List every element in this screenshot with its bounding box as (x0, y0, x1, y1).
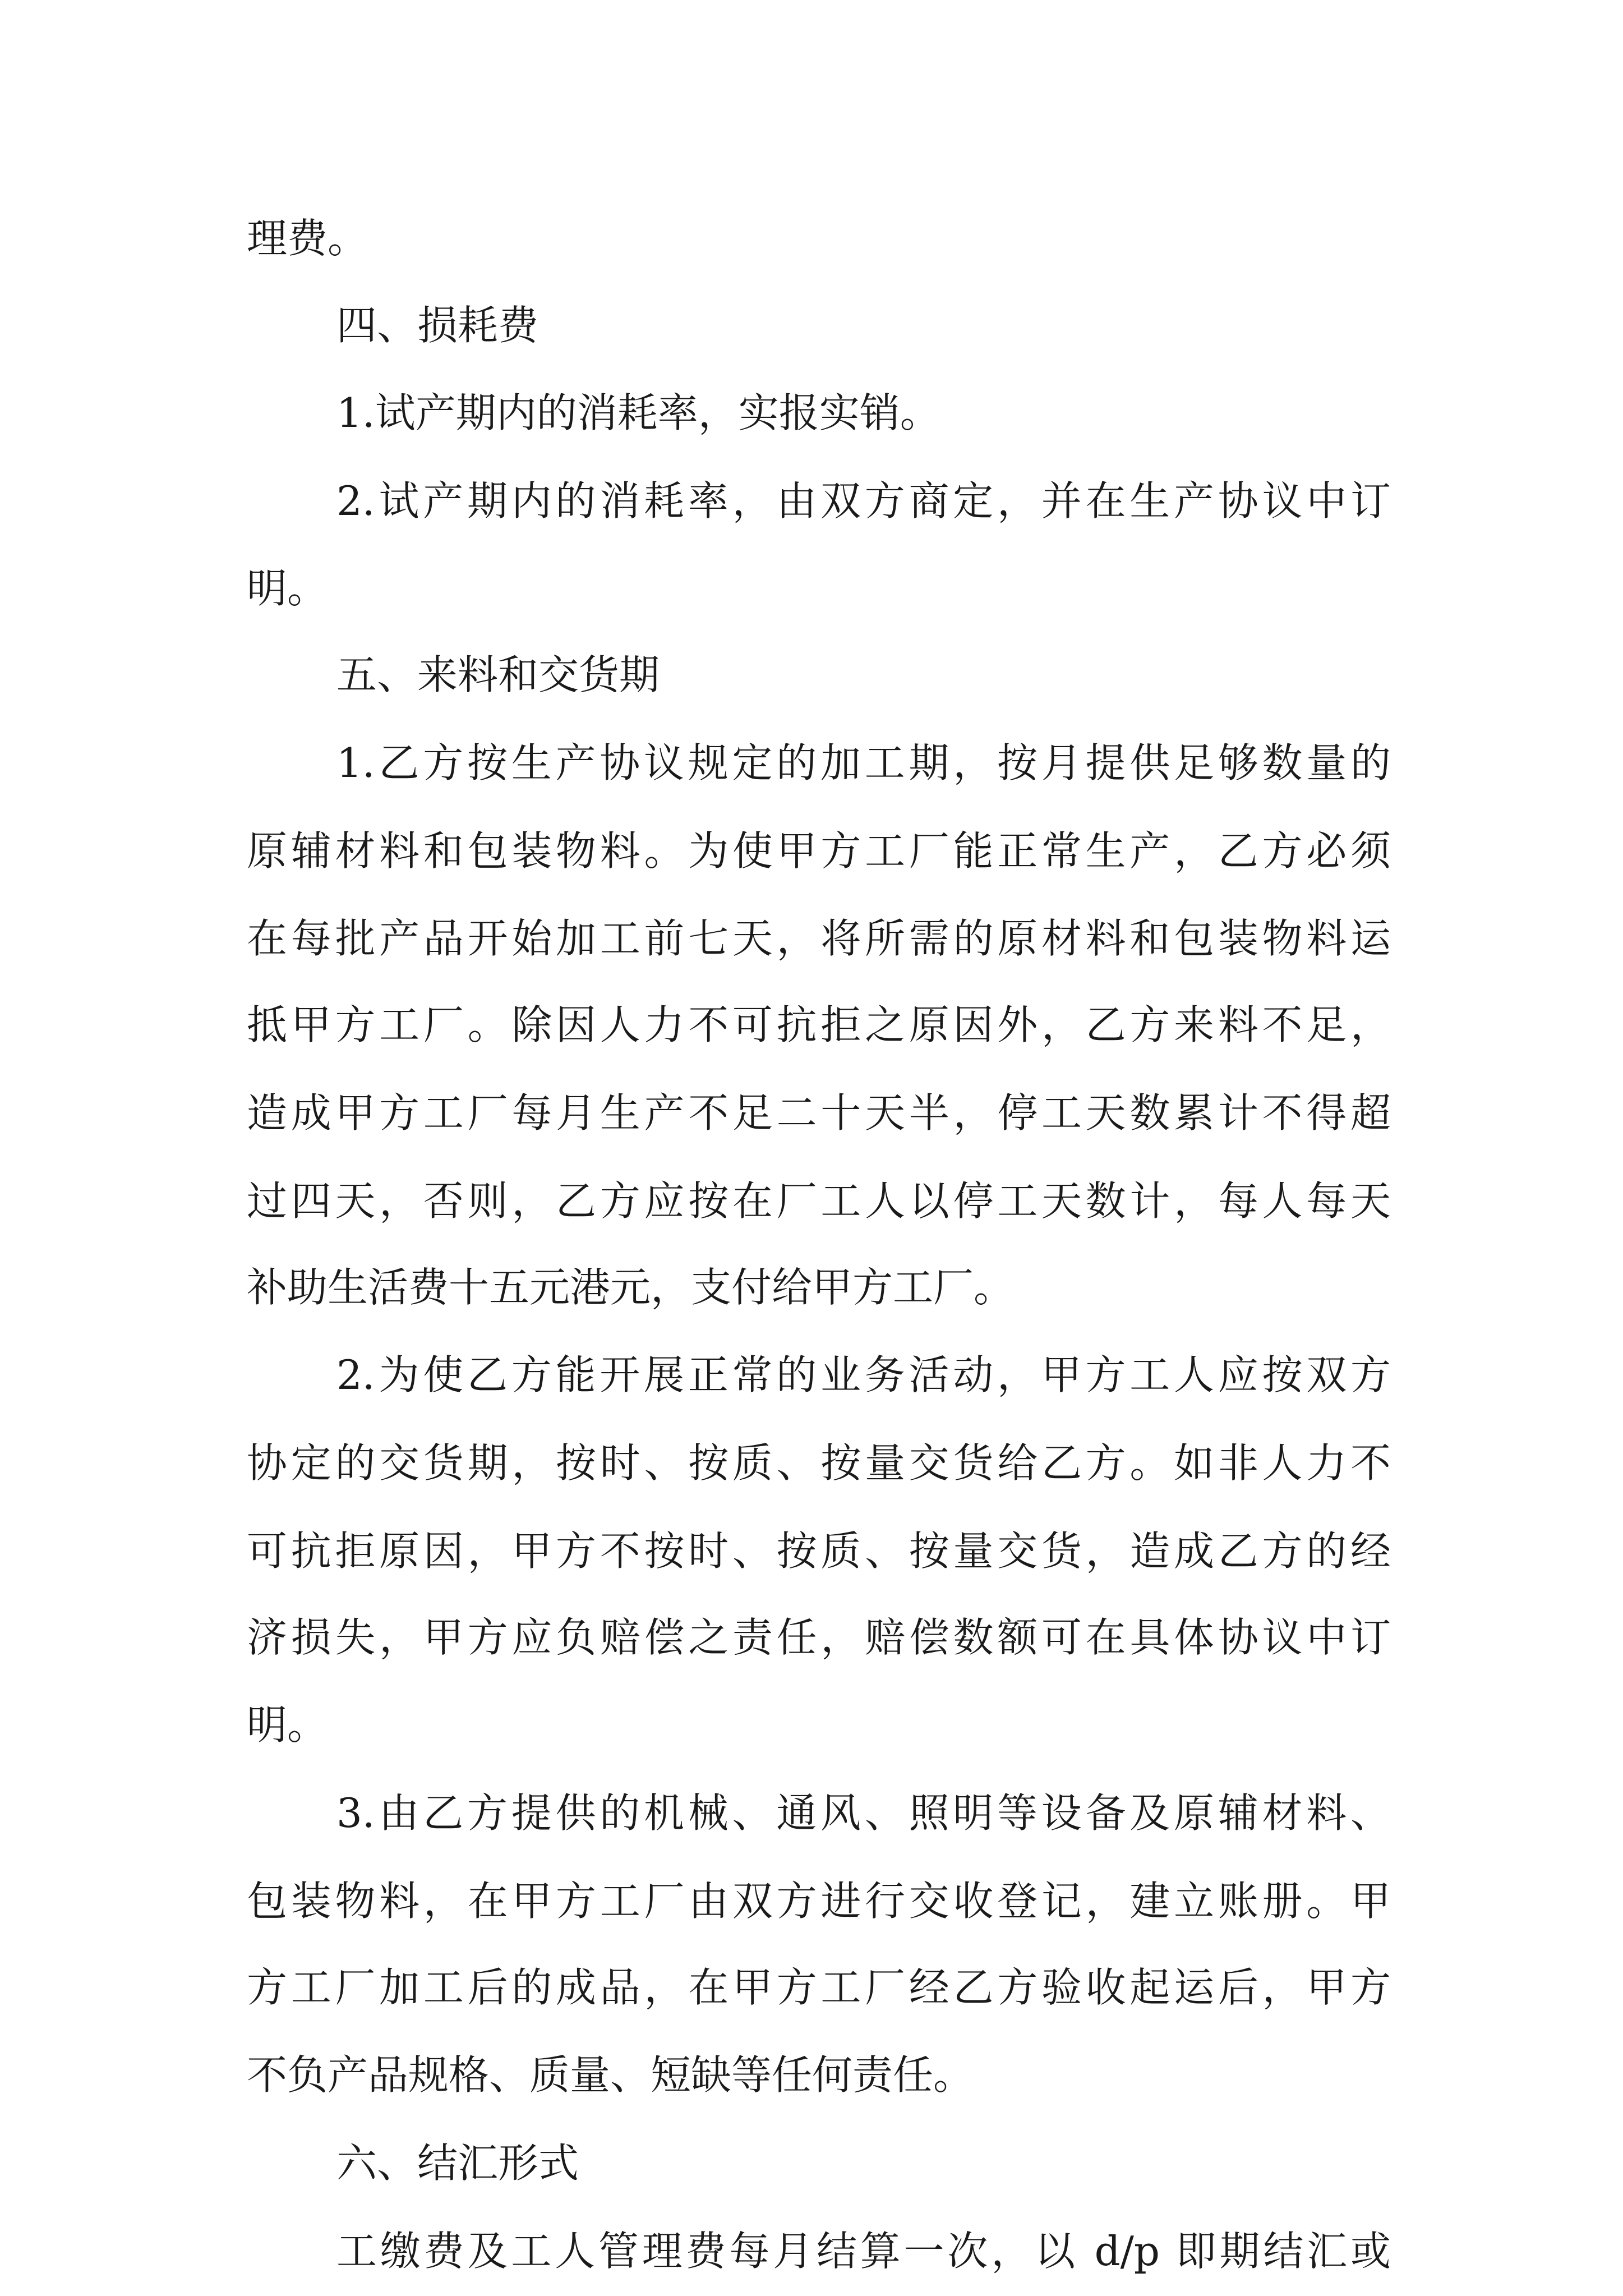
text-line: 方工厂加工后的成品，在甲方工厂经乙方验收起运后，甲方 (247, 1964, 1391, 2011)
text-line: 协定的交货期，按时、按质、按量交货给乙方。如非人力不 (247, 1439, 1391, 1487)
text-line: 工缴费及工人管理费每月结算一次，以 d/p 即期结汇或 (336, 2228, 1391, 2275)
section-heading: 六、结汇形式 (336, 2139, 579, 2187)
text-line: 不负产品规格、质量、短缺等任何责任。 (247, 2051, 974, 2099)
text-line: 理费。 (247, 215, 368, 262)
text-line: 过四天，否则，乙方应按在厂工人以停工天数计，每人每天 (247, 1177, 1391, 1225)
text-line: 可抗拒原因，甲方不按时、按质、按量交货，造成乙方的经 (247, 1527, 1391, 1575)
section-heading: 五、来料和交货期 (336, 651, 660, 698)
text-line: 2.试产期内的消耗率，由双方商定，并在生产协议中订 (336, 477, 1391, 524)
text-line: 包装物料，在甲方工厂由双方进行交收登记，建立账册。甲 (247, 1878, 1391, 1925)
section-heading: 四、损耗费 (336, 302, 539, 349)
text-line: 济损失，甲方应负赔偿之责任，赔偿数额可在具体协议中订 (247, 1614, 1391, 1661)
text-line: 抵甲方工厂。除因人力不可抗拒之原因外，乙方来料不足， (247, 1001, 1391, 1048)
text-line: 3.由乙方提供的机械、通风、照明等设备及原辅材料、 (336, 1789, 1391, 1837)
text-line: 明。 (247, 565, 328, 612)
text-line: 造成甲方工厂每月生产不足二十天半，停工天数累计不得超 (247, 1089, 1391, 1137)
text-line: 1.乙方按生产协议规定的加工期，按月提供足够数量的 (336, 739, 1391, 786)
text-line: 在每批产品开始加工前七天，将所需的原材料和包装物料运 (247, 915, 1391, 962)
text-line: 1.试产期内的消耗率，实报实销。 (336, 389, 940, 436)
text-line: 2.为使乙方能开展正常的业务活动，甲方工人应按双方 (336, 1351, 1391, 1398)
text-line: 补助生活费十五元港元，支付给甲方工厂。 (247, 1264, 1015, 1311)
text-line: 明。 (247, 1701, 328, 1749)
text-line: 原辅材料和包装物料。为使甲方工厂能正常生产，乙方必须 (247, 827, 1391, 875)
